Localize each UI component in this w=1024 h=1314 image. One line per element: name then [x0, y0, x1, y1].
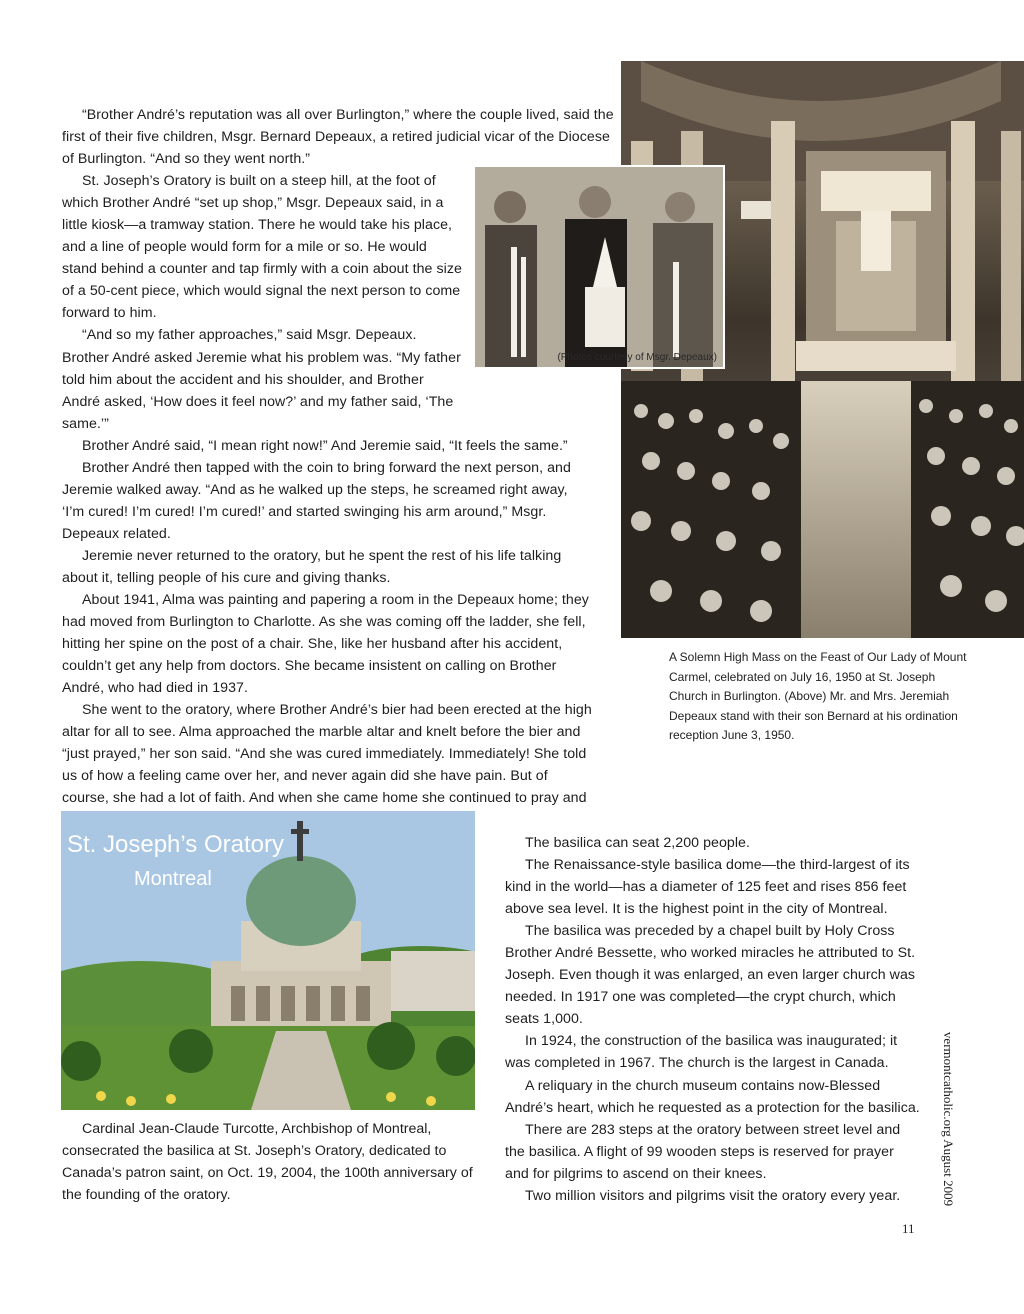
church-photo-caption: A Solemn High Mass on the Feast of Our Lady of Mount Carmel, celebrated on July 16, 1950 at St. Joseph Church in Burlington. (Above) Mr. and Mrs. Jeremiah Depeaux stand with their son Bernard at his ordination reception June 3, 1950.: [669, 650, 967, 743]
site-and-issue: vermontcatholic.org August 2009: [941, 1031, 956, 1207]
oratory-caption: Cardinal Jean-Claude Turcotte, Archbishop of Montreal, consecrated the basilica at St. Joseph’s Oratory, dedicated to Canada’s patron saint, on Oct. 19, 2004, the 100th anniversary of the founding of the oratory.: [62, 1121, 473, 1203]
story-paragraph: St. Joseph’s Oratory is built on a steep hill, at the foot of which Brother André “set up shop,” Msgr. Depeaux said, in a little kiosk—a tramway station. There he would take his place, and a line of people would form for a mile or so. He would stand behind a counter and tap firmly with a coin about the size of a 50-cent piece, which would signal the next person to come forward to him.: [62, 173, 462, 322]
fact-paragraph: The basilica was preceded by a chapel built by Holy Cross Brother André Bessette, who worked miracles he attributed to St. Joseph. Even though it was enlarged, an even larger church was needed. In 1917 one was completed—the crypt church, which seats 1,000.: [505, 923, 916, 1028]
story-paragraph: About 1941, Alma was painting and papering a room in the Depeaux home; they had moved from Burlington to Charlotte. As she was coming off the ladder, she fell, hitting her spine on the post of a chair. She, like her husband after his accident, couldn’t get any help from doctors. She became insistent on calling on Brother André, who had died in 1937.: [62, 592, 589, 697]
fact-paragraph: In 1924, the construction of the basilica was inaugurated; it was completed in 1967. The church is the largest in Canada.: [505, 1033, 898, 1072]
story-paragraph: Jeremie never returned to the oratory, but he spent the rest of his life talking about it, telling people of his cure and giving thanks.: [62, 547, 562, 586]
fact-paragraph: The basilica can seat 2,200 people.: [525, 835, 750, 851]
fact-paragraph: A reliquary in the church museum contains now-Blessed André’s heart, which he requested as a protection for the basilica.: [505, 1077, 920, 1116]
fact-paragraph: Two million visitors and pilgrims visit the oratory every year.: [525, 1187, 901, 1204]
story-paragraph: “And so my father approaches,” said Msgr. Depeaux. Brother André asked Jeremie what his problem was. “My father told him about the accident and his shoulder, and Brother André asked, ‘How does it feel now?’ and my father said, ‘The same.’”: [62, 327, 461, 432]
side-note: [937, 1030, 959, 1208]
oratory-photo: [61, 811, 475, 1110]
facts-column: [505, 832, 920, 1207]
fact-paragraph: There are 283 steps at the oratory between street level and the basilica. A flight of 99 wooden steps is reserved for prayer and for pilgrims to ascend on their knees.: [505, 1121, 901, 1182]
fact-paragraph: The Renaissance-style basilica dome—the third-largest of its kind in the world—has a diameter of 125 feet and rises 856 feet above sea level. It is the highest point in the city of Montreal.: [505, 857, 910, 918]
page-number: 11: [902, 1221, 915, 1236]
oratory-title: St. Joseph’s Oratory: [67, 831, 284, 858]
oratory-subtitle: Montreal: [134, 868, 212, 890]
story-paragraph: “Brother André’s reputation was all over Burlington,” where the couple lived, said the first of their five children, Msgr. Bernard Depeaux, a retired judicial vicar of the Diocese of Burlington. “And so they went north.”: [62, 107, 614, 168]
story-paragraph: Brother André said, “I mean right now!” And Jeremie said, “It feels the same.”: [82, 437, 568, 454]
photo-credit: (Photos courtesy of Msgr. Depeaux): [557, 352, 717, 363]
story-paragraph: Brother André then tapped with the coin to bring forward the next person, and Jeremie walked away. “And as he walked up the steps, he screamed right away, ‘I’m cured! I’m cured! I’m cured!’ and started swinging his arm around,” Msgr. Depeaux related.: [62, 459, 571, 542]
story-paragraph-last: She went to the oratory, where Brother André’s bier had been erected at the high altar for all to see. Alma approached the marble altar and knelt before the bier and “just prayed,” her son said. “And she was cured immediately. Immediately! She told us of how a feeling came over her, and never again did she have pain. But of course, she had a lot of faith. And when she came home she continued to pray and: [62, 702, 592, 807]
